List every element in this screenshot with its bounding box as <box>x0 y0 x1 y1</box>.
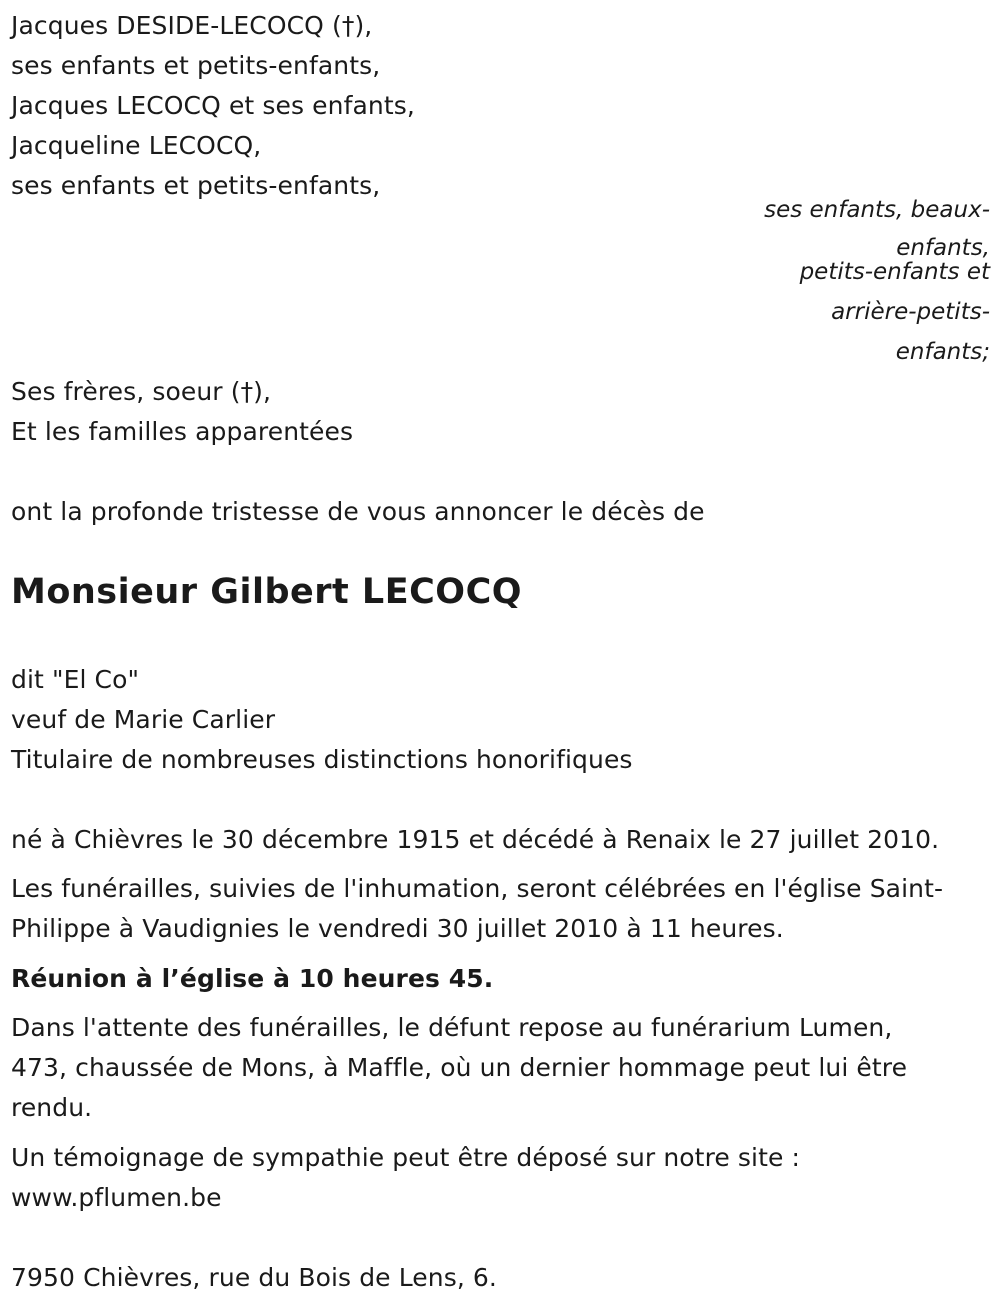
family-line-4: Jacqueline LECOCQ, <box>11 131 262 160</box>
right-line-2: enfants, <box>896 235 990 261</box>
meeting-time: Réunion à l’église à 10 heures 45. <box>11 964 494 993</box>
family-line-3: Jacques LECOCQ et ses enfants, <box>11 91 415 120</box>
right-line-5: enfants; <box>895 339 990 365</box>
widower-of: veuf de Marie Carlier <box>11 705 276 734</box>
right-line-4: arrière-petits- <box>831 299 990 325</box>
siblings-line-2: Et les familles apparentées <box>11 417 354 446</box>
announcement-text: ont la profonde tristesse de vous annoncer le décès de <box>11 497 705 526</box>
funeral-line-1: Les funérailles, suivies de l'inhumation, seront célébrées en l'église Saint- <box>11 874 944 903</box>
right-line-3: petits-enfants et <box>799 259 990 285</box>
family-line-2: ses enfants et petits-enfants, <box>11 51 381 80</box>
family-line-5: ses enfants et petits-enfants, <box>11 171 381 200</box>
birth-death-dates: né à Chièvres le 30 décembre 1915 et décédé à Renaix le 27 juillet 2010. <box>11 825 940 854</box>
website-link[interactable]: www.pflumen.be <box>11 1183 222 1212</box>
sympathy-line-1: Un témoignage de sympathie peut être déposé sur notre site : <box>11 1143 801 1172</box>
deceased-name: Monsieur Gilbert LECOCQ <box>11 572 523 612</box>
right-line-1: ses enfants, beaux- <box>764 197 990 223</box>
visitation-line-2: 473, chaussée de Mons, à Maffle, où un dernier hommage peut lui être <box>11 1053 908 1082</box>
address: 7950 Chièvres, rue du Bois de Lens, 6. <box>11 1263 497 1292</box>
funeral-line-2: Philippe à Vaudignies le vendredi 30 juillet 2010 à 11 heures. <box>11 914 784 943</box>
siblings-line-1: Ses frères, soeur (†), <box>11 377 272 406</box>
family-line-1: Jacques DESIDE-LECOCQ (†), <box>11 11 373 40</box>
visitation-line-3: rendu. <box>11 1093 93 1122</box>
visitation-line-1: Dans l'attente des funérailles, le défunt repose au funérarium Lumen, <box>11 1013 893 1042</box>
honours: Titulaire de nombreuses distinctions honorifiques <box>11 745 633 774</box>
nickname: dit "El Co" <box>11 665 140 694</box>
